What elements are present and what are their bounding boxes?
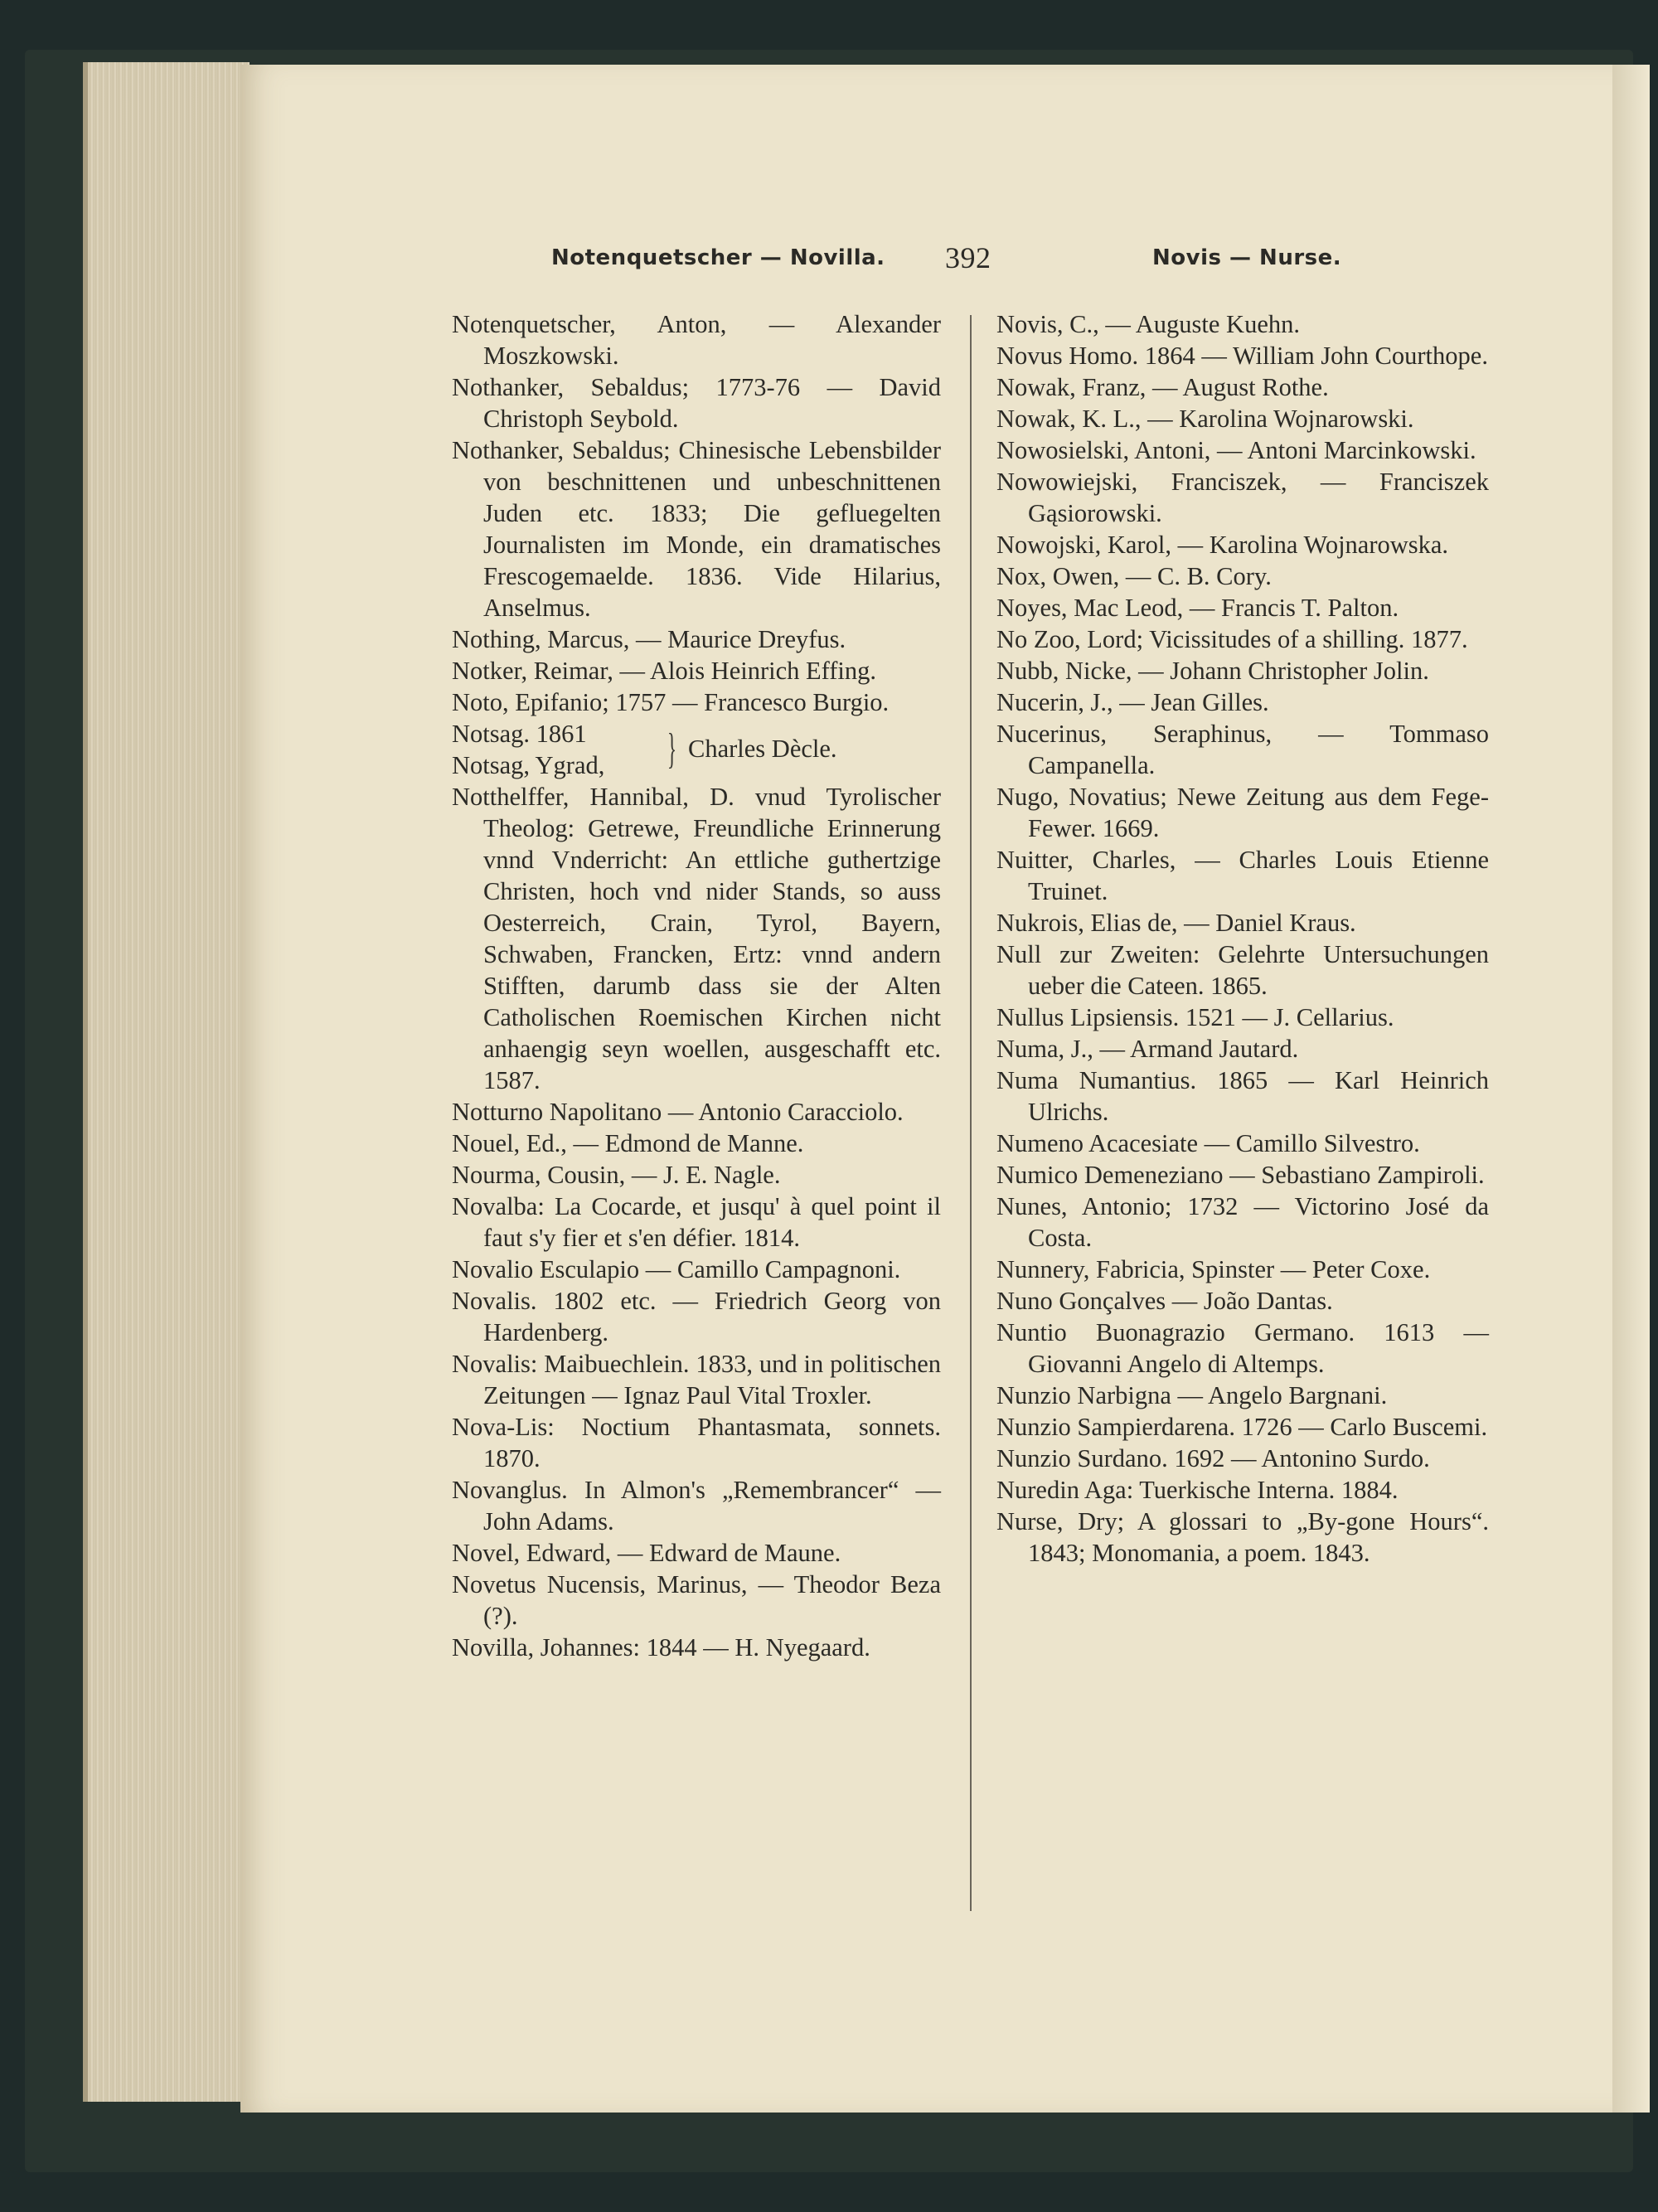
entry: Notthelffer, Hannibal, D. vnud Tyrolischer Theolog: Getrewe, Freundliche Erinnerung vnnd Vnderricht: An ettliche guthertzige Christen, hoch vnd nider Stands, so auss Oesterreich, Crain, Tyrol, Bayern, Schwaben, Francken, Ertz: vnnd andern Stifften, darumb dass sie der Alten Catholischen Roemischen Kirchen nicht anhaengig seyn woellen, ausgeschafft etc. 1587. (452, 783, 941, 1094)
entry: Novel, Edward, — Edward de Maune. (452, 1539, 841, 1567)
right-column (996, 308, 1489, 1569)
brace-line-2: Notsag, Ygrad, (452, 751, 605, 779)
entry: Nuitter, Charles, — Charles Louis Etienne Truinet. (996, 846, 1489, 905)
entry: Nourma, Cousin, — J. E. Nagle. (452, 1161, 781, 1189)
entry: Nugo, Novatius; Newe Zeitung aus dem Fege-Fewer. 1669. (996, 783, 1489, 842)
brace-target: Charles Dècle. (688, 735, 837, 763)
entry: Novalis. 1802 etc. — Friedrich Georg von Hardenberg. (452, 1287, 941, 1346)
entry: Nubb, Nicke, — Johann Christopher Jolin. (996, 657, 1429, 685)
entry: Nunzio Surdano. 1692 — Antonino Surdo. (996, 1444, 1430, 1472)
entry: Nunzio Narbigna — Angelo Bargnani. (996, 1381, 1388, 1409)
entry: Novanglus. In Almon's „Remembrancer“ — John Adams. (452, 1476, 941, 1535)
entry: Nowowiejski, Franciszek, — Franciszek Gąsiorowski. (996, 468, 1489, 527)
entry: Nucerin, J., — Jean Gilles. (996, 688, 1269, 716)
entry: Nouel, Ed., — Edmond de Manne. (452, 1129, 804, 1157)
running-header-left: Notenquetscher — Novilla. (551, 245, 885, 270)
entry: Nothanker, Sebaldus; 1773-76 — David Christoph Seybold. (452, 373, 941, 433)
entry: Nucerinus, Seraphinus, — Tommaso Campanella. (996, 720, 1489, 779)
entry: Noyes, Mac Leod, — Francis T. Palton. (996, 594, 1399, 622)
entry: Null zur Zweiten: Gelehrte Untersuchungen ueber die Cateen. 1865. (996, 940, 1489, 1000)
entry: No Zoo, Lord; Vicissitudes of a shilling. 1877. (996, 625, 1468, 653)
left-column (452, 308, 941, 1663)
entry: Notker, Reimar, — Alois Heinrich Effing. (452, 657, 877, 685)
entry: Novalio Esculapio — Camillo Campagnoni. (452, 1255, 901, 1283)
entry: Nurse, Dry; A glossari to „By-gone Hours“. 1843; Monomania, a poem. 1843. (996, 1507, 1489, 1567)
entry: Nunnery, Fabricia, Spinster — Peter Coxe. (996, 1255, 1431, 1283)
entry: Novetus Nucensis, Marinus, — Theodor Beza (?). (452, 1570, 941, 1630)
entry: Novilla, Johannes: 1844 — H. Nyegaard. (452, 1633, 870, 1661)
entry: Nox, Owen, — C. B. Cory. (996, 562, 1272, 590)
entry: Nuredin Aga: Tuerkische Interna. 1884. (996, 1476, 1399, 1504)
entry: Notturno Napolitano — Antonio Caracciolo. (452, 1098, 904, 1126)
entry: Nowojski, Karol, — Karolina Wojnarowska. (996, 531, 1449, 559)
entry: Noto, Epifanio; 1757 — Francesco Burgio. (452, 688, 890, 716)
entry: Notenquetscher, Anton, — Alexander Moszkowski. (452, 310, 941, 370)
entry: Nunes, Antonio; 1732 — Victorino José da Costa. (996, 1192, 1489, 1252)
entry: Novus Homo. 1864 — William John Courthope. (996, 342, 1488, 370)
facing-page-edge (1612, 65, 1650, 2113)
entry: Nowosielski, Antoni, — Antoni Marcinkowski. (996, 436, 1476, 464)
column-divider (970, 315, 972, 1911)
entry: Numa Numantius. 1865 — Karl Heinrich Ulrichs. (996, 1066, 1489, 1126)
entry: Nukrois, Elias de, — Daniel Kraus. (996, 909, 1356, 937)
page-edges (83, 62, 250, 2102)
brace-symbol: } (667, 725, 677, 773)
entry: Nunzio Sampierdarena. 1726 — Carlo Buscemi. (996, 1413, 1488, 1441)
entry: Numico Demeneziano — Sebastiano Zampiroli. (996, 1161, 1485, 1189)
entry: Nuntio Buonagrazio Germano. 1613 — Giovanni Angelo di Altemps. (996, 1318, 1489, 1378)
running-header-right: Novis — Nurse. (1152, 245, 1342, 270)
brace-group-entry (452, 718, 941, 781)
entry: Nowak, Franz, — August Rothe. (996, 373, 1329, 401)
entry: Nuno Gonçalves — João Dantas. (996, 1287, 1333, 1315)
entry: Novis, C., — Auguste Kuehn. (996, 310, 1300, 338)
entry: Nothanker, Sebaldus; Chinesische Lebensbilder von beschnittenen und unbeschnittenen Juden etc. 1833; Die gefluegelten Journalisten im Monde, ein dramatisches Frescogemaelde. 1836. Vide Hilarius, Anselmus. (452, 436, 941, 622)
entry: Nowak, K. L., — Karolina Wojnarowski. (996, 405, 1414, 433)
entry: Novalis: Maibuechlein. 1833, und in politischen Zeitungen — Ignaz Paul Vital Troxler. (452, 1350, 941, 1409)
brace-line-1: Notsag. 1861 (452, 720, 587, 748)
entry: Numeno Acacesiate — Camillo Silvestro. (996, 1129, 1420, 1157)
entry: Nullus Lipsiensis. 1521 — J. Cellarius. (996, 1003, 1394, 1031)
entry: Novalba: La Cocarde, et jusqu' à quel point il faut s'y fier et s'en défier. 1814. (452, 1192, 941, 1252)
entry: Nothing, Marcus, — Maurice Dreyfus. (452, 625, 846, 653)
entry: Numa, J., — Armand Jautard. (996, 1035, 1299, 1063)
page-number: 392 (945, 241, 991, 274)
entry: Nova-Lis: Noctium Phantasmata, sonnets. 1870. (452, 1413, 941, 1472)
